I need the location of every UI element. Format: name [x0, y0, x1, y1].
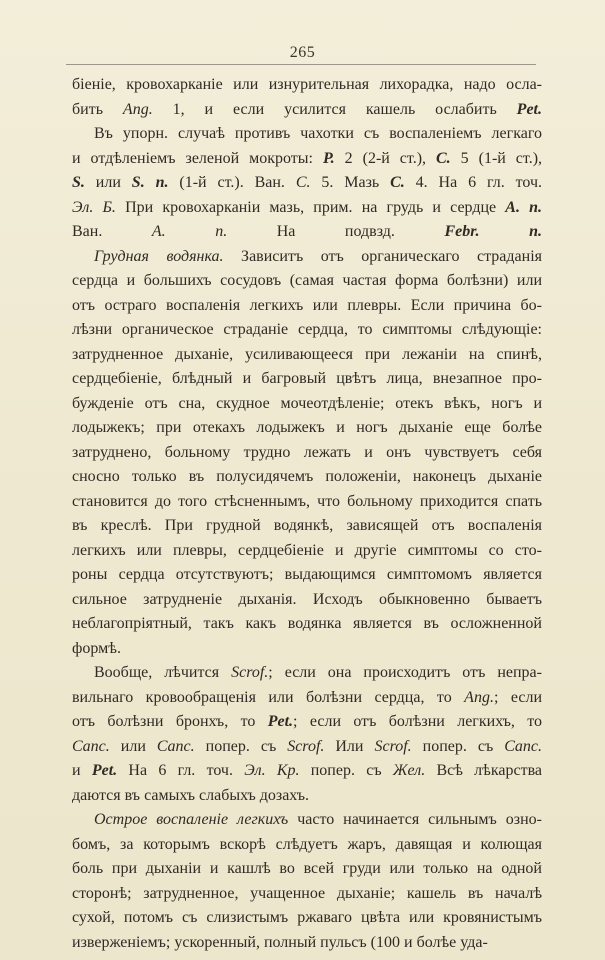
text-run: изверженіемъ; ускоренный, полный пульсъ (100 и болѣе уда- [72, 933, 488, 951]
text-run: сердцебіеніе, блѣдный и багровый цвѣтъ лица, внезапное про- [72, 370, 542, 387]
remedy-abbreviation: S. n. [131, 174, 169, 191]
text-line [72, 318, 542, 343]
remedy-abbreviation: Febr. n. [444, 223, 542, 240]
text-run: или [109, 737, 157, 755]
italic-term: Scrof. [231, 664, 269, 681]
text-run: затрудненное дыханіе, усиливающееся при лежаніи на спинѣ, [72, 345, 542, 363]
text-run: ; если [493, 688, 542, 706]
text-run: 4. На 6 гл. точ. [404, 174, 542, 191]
italic-term: Canc. [504, 737, 542, 755]
text-line [72, 588, 542, 613]
italic-term: Ang. [464, 688, 494, 706]
text-run: затруднено, больному трудно лежать и онъ чувствуетъ себя [72, 443, 542, 461]
page-number: 265 [289, 44, 316, 61]
text-line [72, 637, 542, 662]
text-line [72, 392, 542, 417]
text-line [72, 906, 542, 931]
remedy-abbreviation: S. [72, 174, 85, 191]
text-line [72, 808, 542, 833]
italic-term: Scrof. [287, 737, 325, 755]
text-line [72, 122, 542, 147]
text-line [72, 539, 542, 564]
text-line [72, 563, 542, 588]
text-run: сторонѣ; затрудненное, учащенное дыханіе; кашель въ началѣ [72, 884, 542, 902]
text-run: формѣ. [72, 639, 121, 657]
text-run: часто начинается сильнымъ озно- [288, 811, 542, 828]
text-line [72, 294, 542, 319]
text-line [72, 73, 542, 98]
text-run: ; если она происходитъ отъ непра- [268, 664, 542, 681]
text-run: неблагопріятный, такъ какъ водянка является въ осложненной [72, 615, 542, 632]
text-line [72, 661, 542, 686]
text-run: боль при дыханіи и кашлѣ во всей груди или только на одной [72, 860, 542, 877]
text-line [72, 269, 542, 294]
text-run: сердца и большихъ сосудовъ (самая частая форма болѣзни) или [72, 272, 542, 289]
text-run: роны сердца отсутствуютъ; выдающимся симптомомъ является [72, 566, 542, 583]
text-line [72, 343, 542, 368]
text-run: сносно только въ полусидячемъ положеніи, наконецъ дыханіе [72, 468, 542, 485]
text-line [72, 735, 542, 760]
text-run: 5 (1-й ст.), [450, 149, 542, 167]
text-run: Зависитъ отъ органическаго страданія [223, 247, 542, 265]
text-run: и [72, 762, 92, 779]
text-run: легкихъ или плевры, сердцебіеніе и другіе симптомы со сто- [72, 541, 542, 559]
text-line [72, 245, 542, 270]
text-line [72, 784, 542, 809]
italic-term: Жел. [392, 762, 426, 779]
text-run: въ креслѣ. При грудной водянкѣ, зависящей отъ воспаленія [72, 517, 542, 534]
remedy-abbreviation: C. [436, 149, 451, 167]
text-run: При кровохарканіи мазь, прим. на грудь и сердце [115, 198, 506, 216]
italic-term: Грудная водянка. [94, 247, 224, 265]
remedy-abbreviation: Pet. [267, 713, 294, 730]
text-line [72, 171, 542, 196]
remedy-abbreviation: Pet. [516, 100, 542, 118]
text-run: отъ остраго воспаленія легкихъ или плевры. Если причина бо- [72, 296, 542, 314]
italic-term: Острое воспаленіе легкихъ [94, 811, 289, 828]
text-run: Всѣ лѣкарства [425, 762, 542, 779]
text-run: лодыжекъ; при отекахъ лодыжекъ и ногъ дыханіе еще болѣе [72, 419, 542, 436]
text-run: даются въ самыхъ слабыхъ дозахъ. [72, 786, 309, 804]
italic-term: Эл. Б. [72, 198, 116, 216]
italic-term: C. [295, 174, 311, 191]
text-line [72, 686, 542, 711]
text-run: 2 (2-й ст.), [334, 149, 436, 167]
italic-term: Canc. [156, 737, 195, 755]
text-run: попер. съ [411, 737, 505, 755]
text-run: лѣзни органическое страданіе сердца, то симптомы слѣдующіе: [72, 321, 542, 338]
text-run: (1-й ст.). Ван. [168, 174, 296, 191]
text-line [72, 931, 542, 956]
text-run: бить [72, 100, 123, 118]
italic-term: Ang. [122, 100, 153, 118]
text-run: Или [324, 737, 375, 755]
remedy-abbreviation: A. n. [505, 198, 542, 216]
text-run: или [84, 174, 132, 191]
text-run: бужденіе отъ сна, скудное мочеотдѣленіе; отекъ вѣкъ, ногъ и [72, 394, 542, 412]
italic-term: Scrof. [374, 737, 412, 755]
italic-term: Canc. [72, 737, 110, 755]
text-line [72, 98, 542, 123]
text-line [72, 710, 542, 735]
body-text [72, 73, 542, 955]
text-line [72, 416, 542, 441]
text-line [72, 514, 542, 539]
text-run: біеніе, кровохарканіе или изнурительная лихорадка, надо осла- [72, 76, 542, 93]
text-run: и отдѣленіемъ зеленой мокроты: [72, 149, 323, 167]
text-run: попер. съ [299, 762, 393, 779]
text-line [72, 147, 542, 172]
text-run: Въ упорн. случаѣ противъ чахотки съ воспаленіемъ легкаго [94, 125, 542, 142]
text-line [72, 465, 542, 490]
text-run: ; если отъ болѣзни легкихъ, то [293, 713, 542, 730]
text-line [72, 833, 542, 858]
text-line [72, 759, 542, 784]
text-run: 5. Мазь [310, 174, 391, 191]
text-line [72, 220, 542, 245]
header-rule [66, 64, 536, 65]
text-run: Вообще, лѣчится [94, 664, 232, 681]
text-run: отъ болѣзни бронхъ, то [72, 713, 268, 730]
text-run: вильнаго кровообращенія или болѣзни сердца, то [72, 688, 465, 706]
text-line [72, 196, 542, 221]
text-run: становится до того стѣсненнымъ, что больному приходится спать [72, 492, 542, 510]
text-run: бомъ, за которымъ вскорѣ слѣдуетъ жаръ, давящая и колющая [72, 835, 542, 853]
remedy-abbreviation: C. [390, 174, 405, 191]
remedy-abbreviation: P. [322, 149, 335, 167]
text-line [72, 857, 542, 882]
text-line [72, 882, 542, 907]
text-line [72, 612, 542, 637]
italic-term: Эл. Кр. [244, 762, 300, 779]
text-run: На подвзд. [227, 223, 445, 240]
text-run: попер. съ [194, 737, 288, 755]
text-run: сильное затрудненіе дыханія. Исходъ обыкновенно бываетъ [72, 590, 542, 608]
text-run: 1, и если усилится кашель ослабить [152, 100, 517, 118]
text-run: На 6 гл. точ. [117, 762, 245, 779]
remedy-abbreviation: Pet. [91, 762, 118, 779]
italic-term: A. n. [151, 223, 228, 240]
text-line [72, 490, 542, 515]
text-run: Ван. [72, 223, 152, 240]
text-line [72, 441, 542, 466]
text-line [72, 367, 542, 392]
text-run: сухой, потомъ съ слизистымъ ржаваго цвѣта или кровянистымъ [72, 909, 542, 926]
